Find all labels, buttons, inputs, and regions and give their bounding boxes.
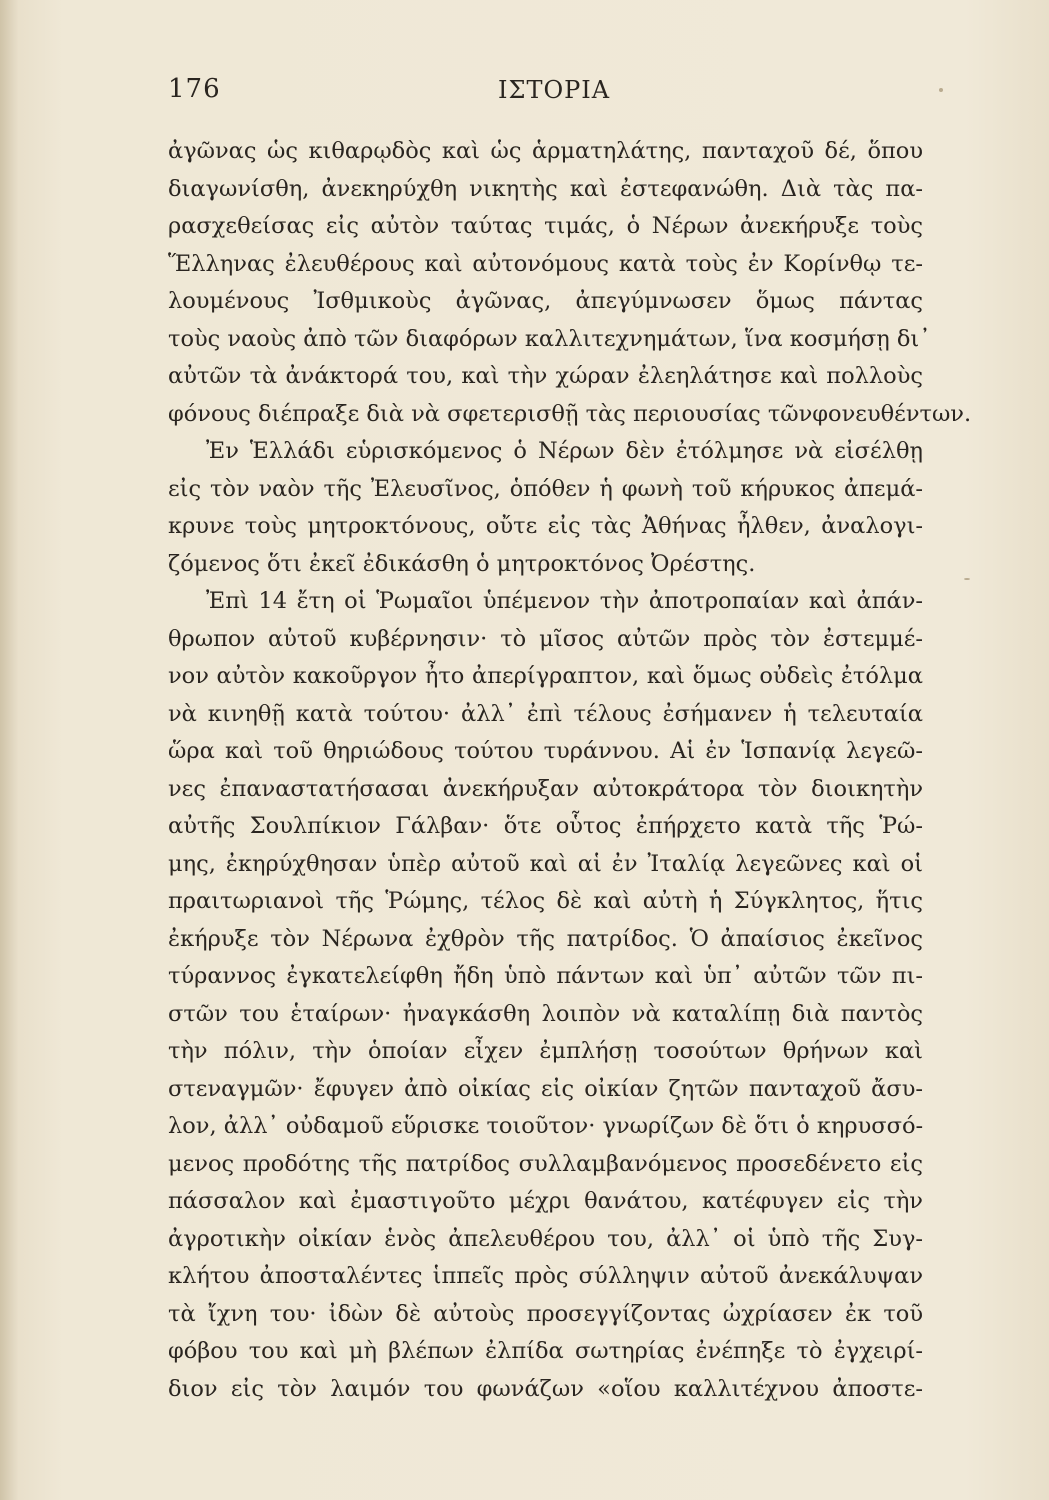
text-line: τὴν πόλιν, τὴν ὁποίαν εἶχεν ἐμπλήσῃ τοσούτων θρήνων καὶ: [168, 1038, 923, 1064]
text-line: αὐτῆς Σουλπίκιον Γάλβαν· ὅτε οὗτος ἐπήρχετο κατὰ τῆς Ῥώ-: [168, 813, 923, 839]
body-text: [168, 133, 972, 1408]
text-line: ρασχεθείσας εἰς αὐτὸν ταύτας τιμάς, ὁ Νέρων ἀνεκήρυξε τοὺς: [168, 213, 923, 239]
paper-speck: [964, 578, 970, 580]
text-line: μενος προδότης τῆς πατρίδος συλλαμβανόμενος προσεδένετο εἰς: [168, 1150, 923, 1177]
text-line: ζόμενος ὅτι ἐκεῖ ἐδικάσθη ὁ μητροκτόνος Ὀρέστης.: [168, 550, 756, 577]
text-line: ἀγροτικὴν οἰκίαν ἑνὸς ἀπελευθέρου του, ἀλλ᾽ οἱ ὑπὸ τῆς Συγ-: [168, 1225, 923, 1252]
text-line: διαγωνίσθη, ἀνεκηρύχθη νικητὴς καὶ ἐστεφανώθη. Διὰ τὰς πα-: [168, 175, 923, 202]
text-line: φόβου του καὶ μὴ βλέπων ἐλπίδα σωτηρίας ἐνέπηξε τὸ ἐγχειρί-: [168, 1338, 923, 1364]
text-line: διον εἰς τὸν λαιμόν του φωνάζων «οἵου καλλιτέχνου ἀποστε-: [168, 1375, 923, 1402]
text-line: νες ἐπαναστατήσασαι ἀνεκήρυξαν αὐτοκράτορα τὸν διοικητὴν: [168, 775, 923, 802]
text-line: κλήτου ἀποσταλέντες ἱππεῖς πρὸς σύλληψιν αὐτοῦ ἀνεκάλυψαν: [168, 1263, 923, 1289]
text-line: πάσσαλον καὶ ἐμαστιγοῦτο μέχρι θανάτου, κατέφυγεν εἰς τὴν: [168, 1188, 923, 1214]
text-line: ἀγῶνας ὡς κιθαρῳδὸς καὶ ὡς ἁρματηλάτης, πανταχοῦ δέ, ὅπου: [168, 138, 923, 164]
text-line: νὰ κινηθῇ κατὰ τούτου· ἀλλ᾽ ἐπὶ τέλους ἐσήμανεν ἡ τελευταία: [168, 700, 923, 727]
text-line: Ἕλληνας ἐλευθέρους καὶ αὐτονόμους κατὰ τοὺς ἐν Κορίνθῳ τε-: [168, 250, 923, 277]
text-line: αὐτῶν τὰ ἀνάκτορά του, καὶ τὴν χώραν ἐλεηλάτησε καὶ πολλοὺς: [168, 363, 923, 389]
text-line: κρυνε τοὺς μητροκτόνους, οὔτε εἰς τὰς Ἀθήνας ἦλθεν, ἀναλογι-: [168, 513, 923, 539]
paper-speck: [939, 88, 943, 92]
text-line: εἰς τὸν ναὸν τῆς Ἐλευσῖνος, ὁπόθεν ἡ φωνὴ τοῦ κήρυκος ἀπεμά-: [168, 475, 923, 502]
text-line: φόνους διέπραξε διὰ νὰ σφετερισθῇ τὰς περιουσίας τῶνφονευθέντων.: [168, 400, 972, 427]
page-number: 176: [168, 74, 221, 104]
text-line: τοὺς ναοὺς ἀπὸ τῶν διαφόρων καλλιτεχνημάτων, ἵνα κοσμήσῃ δι᾽: [168, 325, 931, 352]
text-line: τὰ ἴχνη του· ἰδὼν δὲ αὐτοὺς προσεγγίζοντας ὠχρίασεν ἐκ τοῦ: [168, 1300, 923, 1327]
text-line: λουμένους Ἰσθμικοὺς ἀγῶνας, ἀπεγύμνωσεν ὅμως πάντας: [168, 288, 923, 314]
text-line: τύραννος ἐγκατελείφθη ἤδη ὑπὸ πάντων καὶ ὑπ᾽ αὐτῶν τῶν πι-: [168, 963, 923, 989]
text-line: στεναγμῶν· ἔφυγεν ἀπὸ οἰκίας εἰς οἰκίαν ζητῶν πανταχοῦ ἄσυ-: [168, 1075, 923, 1102]
text-line: νον αὐτὸν κακοῦργον ἦτο ἀπερίγραπτον, καὶ ὅμως οὐδεὶς ἐτόλμα: [168, 663, 923, 689]
running-title: ΙΣΤΟΡΙΑ: [498, 76, 611, 104]
text-line: πραιτωριανοὶ τῆς Ῥώμης, τέλος δὲ καὶ αὐτὴ ἡ Σύγκλητος, ἥτις: [168, 888, 923, 914]
text-line: Ἐπὶ 14 ἔτη οἱ Ῥωμαῖοι ὑπέμενον τὴν ἀποτροπαίαν καὶ ἀπάν-: [206, 588, 923, 614]
text-line: ἐκήρυξε τὸν Νέρωνα ἐχθρὸν τῆς πατρίδος. Ὁ ἀπαίσιος ἐκεῖνος: [168, 925, 923, 952]
text-line: μης, ἐκηρύχθησαν ὑπὲρ αὐτοῦ καὶ αἱ ἐν Ἰταλίᾳ λεγεῶνες καὶ οἱ: [168, 850, 923, 877]
text-line: ὥρα καὶ τοῦ θηριώδους τούτου τυράννου. Αἱ ἐν Ἱσπανίᾳ λεγεῶ-: [168, 738, 923, 764]
text-line: λον, ἀλλ᾽ οὐδαμοῦ εὕρισκε τοιοῦτον· γνωρίζων δὲ ὅτι ὁ κηρυσσό-: [168, 1113, 924, 1139]
page-header: [168, 74, 929, 114]
text-line: στῶν του ἑταίρων· ἠναγκάσθη λοιπὸν νὰ καταλίπῃ διὰ παντὸς: [168, 1000, 923, 1027]
page-spine-shadow: [0, 0, 18, 1500]
text-line: θρωπον αὐτοῦ κυβέρνησιν· τὸ μῖσος αὐτῶν πρὸς τὸν ἐστεμμέ-: [168, 625, 923, 652]
text-line: Ἐν Ἑλλάδι εὑρισκόμενος ὁ Νέρων δὲν ἐτόλμησε νὰ εἰσέλθῃ: [206, 438, 923, 464]
